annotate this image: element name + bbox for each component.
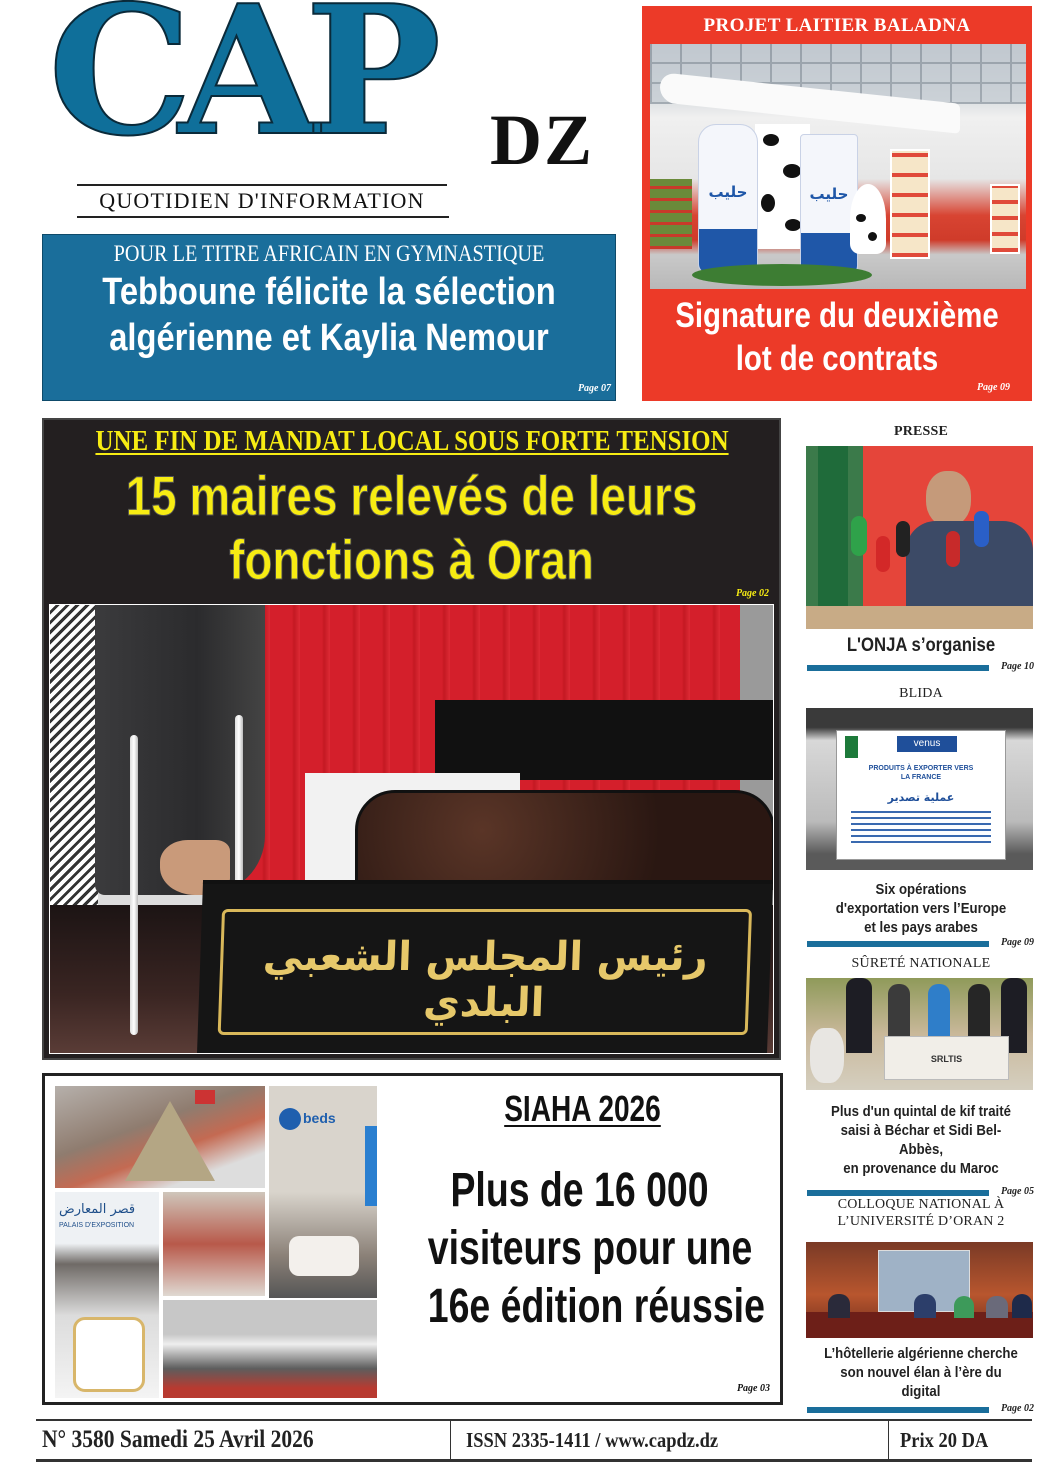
collage-tile-palais [55,1192,159,1398]
mic [876,536,890,572]
venus-logo: venus [897,736,957,752]
main-photo [49,604,774,1054]
screen [195,1090,215,1104]
siaha-kicker: SIAHA 2026 [504,1088,661,1129]
brief-title-line1[interactable]: L’hôtellerie algérienne cherche [824,1345,1018,1362]
page-reference: Page 02 [735,588,769,599]
teaser-kicker: PROJET LAITIER BALADNA [703,15,971,36]
teaser-headline-line1[interactable]: Signature du deuxième [675,296,999,335]
blue-bar [807,1407,989,1413]
teaser-headline-line2[interactable]: lot de contrats [735,339,939,378]
masthead [40,0,630,225]
milk-carton [800,134,858,276]
teaser-headline-line1[interactable]: Tebboune félicite la sélection [102,271,556,313]
bottle-text: حليب [708,183,748,201]
brief-title[interactable]: L'ONJA s’organise [846,635,996,656]
nameplate [197,880,773,1054]
panelist [986,1296,1008,1318]
page-reference: Page 10 [1000,661,1034,672]
siaha-headline-line1[interactable]: Plus de 16 000 [450,1164,709,1217]
milk-bottle [698,124,758,274]
teaser-headline-line2[interactable]: algérienne et Kaylia Nemour [109,317,549,359]
mic [946,531,960,567]
officer [846,978,872,1053]
main-story[interactable] [42,418,781,1060]
brief-title[interactable] [820,880,1022,937]
brief-title-line2[interactable]: d'exportation vers l’Europe [835,900,1007,917]
brief-colloque[interactable] [806,1196,1036,1417]
tagline: QUOTIDIEN D'INFORMATION [99,188,425,213]
onja-photo [806,446,1033,629]
brief-title-line2[interactable]: saisi à Béchar et Sidi Bel-Abbès, [840,1122,1002,1158]
sign-arabic: عملية تصدير [887,791,955,804]
siaha-story[interactable] [42,1073,783,1405]
brief-title[interactable] [820,1344,1022,1401]
tagline-rule-top [77,184,447,186]
teaser-gymnastics[interactable] [42,234,616,401]
footer-separator [888,1421,889,1459]
leather-chair [355,790,774,890]
page-reference: Page 05 [1000,1186,1034,1197]
suspect [968,984,990,1044]
mic [851,516,867,556]
footer [36,1421,1032,1459]
panelist [828,1294,850,1318]
brief-presse[interactable] [806,423,1036,675]
page-reference: Page 09 [1000,937,1034,948]
rubric [806,1196,1036,1230]
striped-tie [50,605,98,905]
page-reference: Page 03 [736,1383,770,1394]
siaha-headline[interactable] [427,1162,765,1336]
blue-panel [365,1126,377,1206]
mbeds-label: beds [303,1110,336,1126]
brief-rule [806,661,1036,675]
brief-title-line1[interactable]: Plus d'un quintal de kif traité [831,1103,1011,1120]
brief-title[interactable] [820,1102,1022,1178]
tagline-rule-bottom [77,216,449,218]
page-reference: Page 07 [577,383,611,394]
teaser-baladna[interactable] [642,6,1032,401]
product-shelf [990,184,1020,254]
cow-spot [763,134,779,146]
flag [818,446,848,629]
product-shelf [890,149,930,259]
cow-sculpture [850,184,886,254]
main-headline-line1[interactable]: 15 maires relevés de leurs [125,464,698,527]
cow-spot [783,164,801,178]
collage-tile-visitors [163,1300,377,1398]
siaha-photo-collage [55,1086,377,1398]
palais-label: PALAIS D'EXPOSITION [59,1222,135,1229]
brief-rule [806,937,1036,951]
mic [896,521,910,557]
rubric: BLIDA [899,686,943,701]
cow-spot [785,219,801,231]
blue-bar [807,665,989,671]
sign-line2: LA FRANCE [900,774,942,781]
palais-ar-label: قصر المعارض [59,1202,136,1217]
tent-shape [125,1101,215,1181]
teaser-kicker: POUR LE TITRE AFRICAIN EN GYMNASTIQUE [113,241,545,266]
sign-line1: PRODUITS À EXPORTER VERS [868,765,974,772]
mic [974,511,989,547]
collage-tile-hall [163,1192,265,1296]
algeria-flag [845,736,871,758]
surete-photo [806,978,1033,1090]
podium [806,606,1033,629]
brief-title-line2[interactable]: son nouvel élan à l’ère du digital [840,1364,1002,1400]
rubric: SÛRETÉ NATIONALE [851,956,991,971]
sign-arabic-lines [851,811,991,847]
footer-rule-bottom [36,1459,1032,1462]
page-reference: Page 09 [976,382,1010,393]
blue-bar [807,941,989,947]
brief-title-line1[interactable]: Six opérations [875,881,967,898]
page-reference: Page 02 [1000,1403,1034,1414]
microphone [130,735,138,1035]
export-sign [836,730,1006,860]
brief-surete[interactable] [806,955,1036,1200]
rubric-line2: L’UNIVERSITÉ D’ORAN 2 [837,1214,1005,1229]
issue-number-date: N° 3580 Samedi 25 Avril 2026 [42,1426,314,1453]
panelist [914,1294,936,1318]
white-armchair [289,1236,359,1276]
siaha-headline-line2[interactable]: visiteurs pour une [427,1222,753,1275]
collage-tile-mbeds [269,1086,377,1298]
mbeds-logo [279,1108,301,1130]
blida-photo [806,708,1033,870]
teaser-headline[interactable] [673,294,1001,380]
footer-separator [450,1421,451,1459]
grass-base [692,264,872,286]
panelist [1012,1294,1032,1318]
brief-title-line3[interactable]: et les pays arabes [864,919,978,936]
cow-spot [761,194,775,212]
seizure-banner: SRLTIS [884,1036,1009,1080]
rubric-line1: COLLOQUE NATIONAL À [837,1197,1005,1212]
baladna-stand-photo [650,44,1026,289]
nameplate-text: رئيس المجلس الشعبي البلدي [262,934,709,1026]
brief-rule [806,1403,1036,1417]
reception-desk [73,1317,145,1392]
main-kicker: UNE FIN DE MANDAT LOCAL SOUS FORTE TENSION [95,425,729,457]
speaker-head [926,471,971,526]
cow-spot [856,214,866,222]
panelist [954,1296,974,1318]
suspect [928,984,950,1039]
carton-text: حليب [809,185,849,203]
issn-website[interactable]: ISSN 2335-1411 / www.capdz.dz [466,1427,719,1452]
microphone [235,715,243,905]
logo-cap[interactable]: CAP [48,0,428,175]
rubric: PRESSE [893,424,949,439]
logo-dz: DZ [490,100,595,180]
price: Prix 20 DA [900,1427,989,1452]
suspect [888,984,910,1044]
siaha-headline-line3[interactable]: 16e édition réussie [427,1280,765,1333]
brief-title-line3[interactable]: en provenance du Maroc [843,1160,999,1177]
motorcycle [810,1028,844,1083]
collage-tile-aerial [55,1086,265,1188]
laptop [435,700,774,780]
colloque-photo [806,1242,1033,1338]
shelf-left [650,179,692,249]
brief-blida[interactable] [806,685,1036,951]
main-headline-line2[interactable]: fonctions à Oran [229,528,594,591]
cow-spot [868,232,877,241]
main-headline[interactable] [110,464,713,592]
